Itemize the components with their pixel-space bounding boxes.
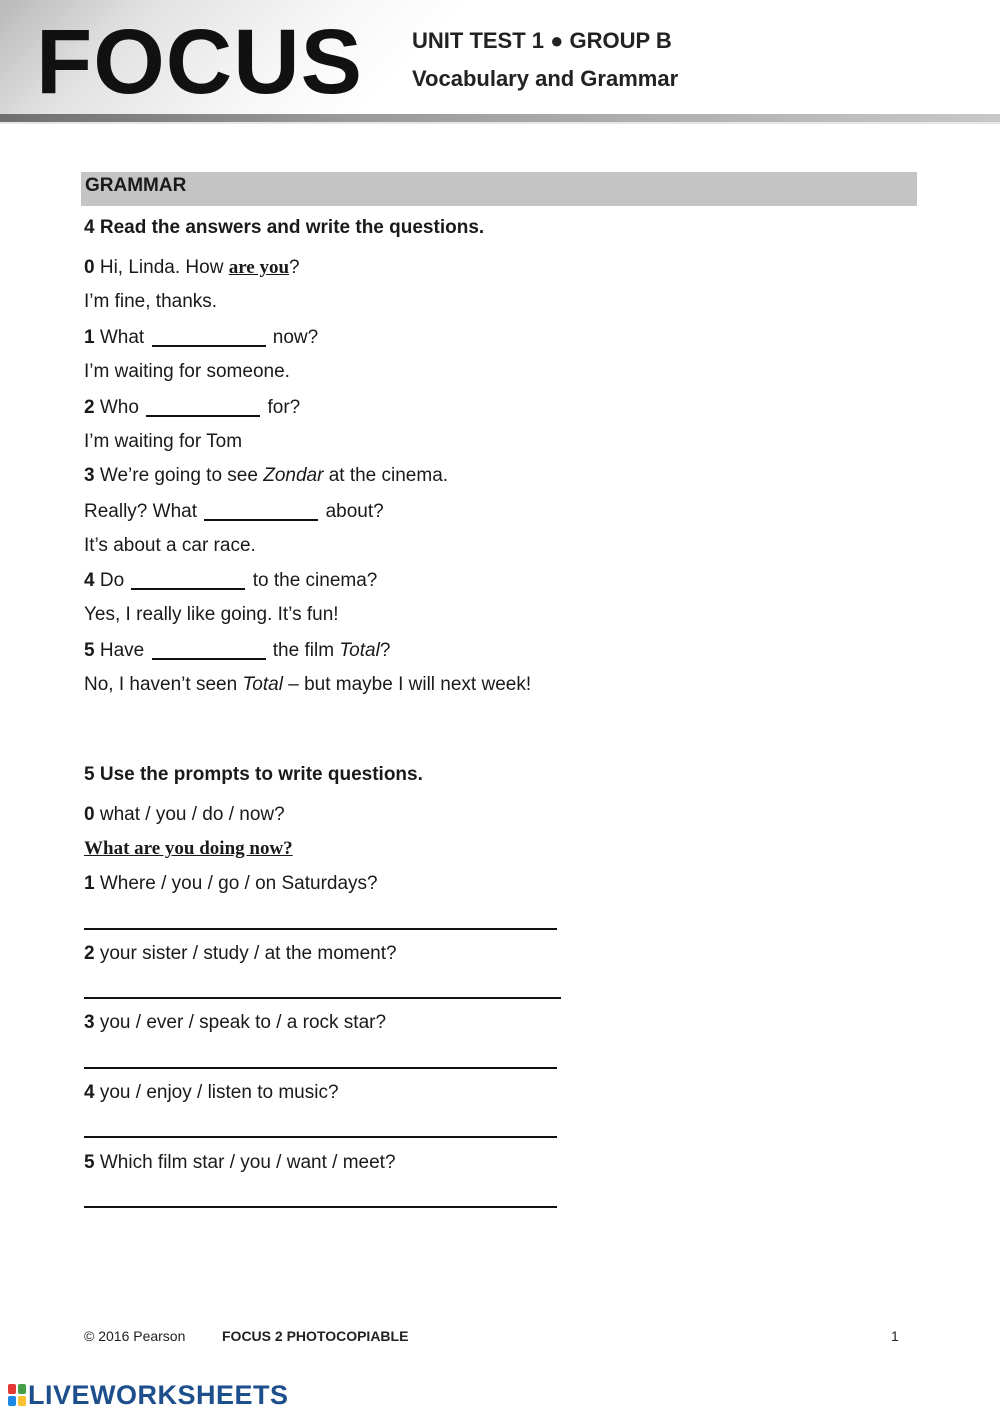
ex5-prompt-2: 2 your sister / study / at the moment? [84,943,397,964]
ex4-q0-answer: are you [228,257,290,278]
footer-edition: FOCUS 2 PHOTOCOPIABLE [222,1328,409,1344]
ex4-a5: No, I haven’t seen Total – but maybe I will next week! [84,674,532,695]
liveworksheets-brand-text: LIVEWORKSHEETS [28,1379,289,1410]
section-label: GRAMMAR [85,175,187,196]
ex4-q5-blank[interactable] [152,638,266,660]
ex4-a3: It’s about a car race. [84,535,256,556]
ex4-q5: 5 Have the film Total? [84,640,391,661]
ex5-answer-line-1[interactable] [84,928,557,930]
ex4-q0: 0 Hi, Linda. How are you? [84,257,300,278]
ex4-q4: 4 Do to the cinema? [84,570,378,591]
ex4-a0: I’m fine, thanks. [84,291,218,312]
ex5-example-prompt: 0 what / you / do / now? [84,804,285,825]
ex5-prompt-3: 3 you / ever / speak to / a rock star? [84,1012,387,1033]
liveworksheets-brand[interactable] [8,1380,289,1410]
header-divider [0,122,1000,124]
ex5-example-answer: What are you doing now? [84,838,293,859]
ex4-q2-blank[interactable] [146,395,260,417]
ex5-answer-line-3[interactable] [84,1067,557,1069]
ex4-a4: Yes, I really like going. It’s fun! [84,604,339,625]
exercise-5-heading: 5 Use the prompts to write questions. [84,764,423,785]
ex4-q2: 2 Who for? [84,397,301,418]
ex4-q4-blank[interactable] [131,568,245,590]
page-header [0,0,1000,124]
unit-subtitle: Vocabulary and Grammar [412,66,679,91]
header-stripe [0,114,1000,122]
ex4-a1: I’m waiting for someone. [84,361,290,382]
ex5-answer-line-5[interactable] [84,1206,557,1208]
ex5-prompt-5: 5 Which film star / you / want / meet? [84,1152,396,1173]
focus-logo: FOCUS [36,11,363,113]
footer-copyright: © 2016 Pearson [84,1328,186,1344]
ex4-q3: Really? What about? [84,501,384,522]
ex4-a2: I’m waiting for Tom [84,431,243,452]
liveworksheets-logo-icon [8,1384,26,1406]
ex4-q1-blank[interactable] [152,325,266,347]
ex5-answer-line-4[interactable] [84,1136,557,1138]
exercise-4-heading: 4 Read the answers and write the questions. [84,217,485,238]
ex4-q1: 1 What now? [84,327,319,348]
unit-title: UNIT TEST 1 ● GROUP B [412,28,672,53]
ex5-prompt-4: 4 you / enjoy / listen to music? [84,1082,339,1103]
ex4-s3: 3 We’re going to see Zondar at the cinema. [84,465,449,486]
ex5-prompt-1: 1 Where / you / go / on Saturdays? [84,873,378,894]
ex5-answer-line-2[interactable] [84,997,561,999]
ex4-q3-blank[interactable] [204,499,318,521]
section-bar [81,172,917,206]
footer-page-number: 1 [891,1328,899,1344]
